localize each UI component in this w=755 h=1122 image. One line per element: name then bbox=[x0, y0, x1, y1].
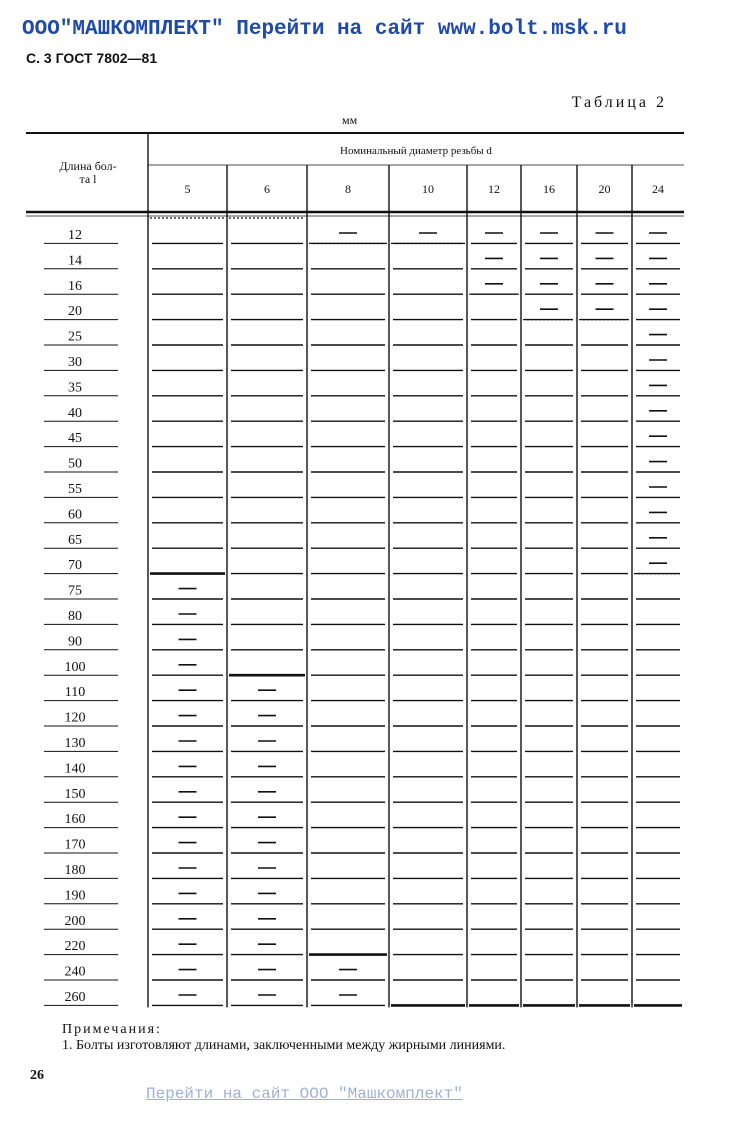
row-label-190: 190 bbox=[64, 888, 86, 904]
table-title: Таблица 2 bbox=[571, 94, 667, 111]
row-label-150: 150 bbox=[64, 786, 86, 802]
row-label-25: 25 bbox=[68, 329, 82, 345]
row-label-55: 55 bbox=[68, 482, 82, 497]
row-label-260: 260 bbox=[64, 990, 86, 1005]
row-label-16: 16 bbox=[68, 278, 82, 294]
row-label-100: 100 bbox=[64, 659, 86, 675]
column-header-d-20: 20 bbox=[598, 182, 611, 196]
page-number: 26 bbox=[30, 1068, 44, 1083]
row-header-line-2: та l bbox=[79, 172, 97, 186]
column-header-d-16: 16 bbox=[543, 182, 555, 196]
note-item: 1. Болты изготовляют длинами, заключенными между жирными линиями. bbox=[62, 1038, 506, 1053]
row-label-200: 200 bbox=[64, 913, 86, 929]
row-label-140: 140 bbox=[64, 761, 86, 777]
notes-section bbox=[62, 1022, 505, 1054]
column-header-d-10: 10 bbox=[422, 182, 434, 196]
row-label-90: 90 bbox=[68, 634, 82, 650]
column-header-d-8: 8 bbox=[345, 182, 351, 196]
row-label-45: 45 bbox=[68, 431, 82, 447]
row-label-170: 170 bbox=[64, 837, 86, 853]
site-banner-link[interactable]: ООО"МАШКОМПЛЕКТ" Перейти на сайт www.bolt.msk.ru bbox=[22, 18, 627, 41]
row-label-60: 60 bbox=[68, 507, 82, 523]
row-label-75: 75 bbox=[68, 583, 82, 599]
row-label-160: 160 bbox=[64, 812, 86, 828]
row-header-line-1: Длина бол- bbox=[59, 159, 117, 173]
row-label-65: 65 bbox=[68, 532, 82, 548]
row-label-12: 12 bbox=[68, 228, 82, 243]
column-group-header: Номинальный диаметр резьбы d bbox=[340, 145, 492, 157]
row-label-180: 180 bbox=[64, 863, 86, 878]
row-label-110: 110 bbox=[64, 685, 86, 701]
column-header-d-24: 24 bbox=[652, 182, 664, 196]
table-units: мм bbox=[342, 113, 358, 127]
notes-heading: Примечания: bbox=[62, 1022, 162, 1037]
row-label-14: 14 bbox=[68, 253, 82, 269]
row-label-30: 30 bbox=[68, 355, 82, 370]
row-label-70: 70 bbox=[68, 558, 82, 574]
row-label-50: 50 bbox=[68, 456, 82, 472]
row-label-130: 130 bbox=[64, 736, 86, 751]
row-label-35: 35 bbox=[68, 380, 82, 396]
row-label-120: 120 bbox=[64, 710, 86, 726]
row-label-220: 220 bbox=[64, 939, 86, 955]
row-label-40: 40 bbox=[68, 405, 82, 421]
document-reference: С. 3 ГОСТ 7802—81 bbox=[26, 50, 158, 66]
column-header-d-12: 12 bbox=[488, 182, 500, 196]
row-label-20: 20 bbox=[68, 304, 82, 320]
row-label-240: 240 bbox=[64, 964, 86, 980]
footer-site-link[interactable]: Перейти на сайт ООО "Машкомплект" bbox=[146, 1085, 463, 1103]
column-header-d-5: 5 bbox=[184, 182, 191, 196]
column-header-d-6: 6 bbox=[264, 182, 270, 196]
row-label-80: 80 bbox=[68, 609, 82, 624]
